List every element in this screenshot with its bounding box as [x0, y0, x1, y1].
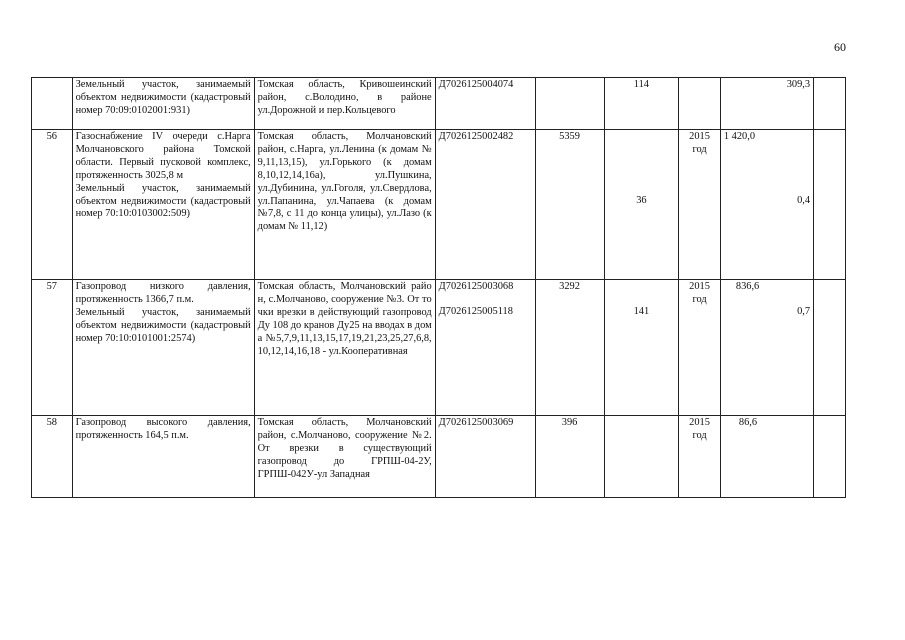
object-name: Земельный участок, занимаемый объектом недвижимости (кадастровый номер 70:09:0102001:931) — [72, 78, 254, 130]
object-name: Газоснабжение IV очереди с.Нарга Молчановского района Томской области. Первый пусковой комплекс, протяженность 3025,8 м — [75, 131, 251, 181]
object-name-cell — [72, 130, 254, 280]
area-value: 3292 — [535, 280, 604, 416]
page-number: 60 — [834, 40, 846, 54]
length-value — [604, 416, 679, 498]
table-row — [32, 280, 846, 416]
length-value: 114 — [604, 78, 679, 130]
land-cost-value: 0,4 — [797, 194, 811, 206]
row-number — [32, 78, 73, 130]
area-value — [535, 78, 604, 130]
land-cost-value: 0,7 — [797, 305, 811, 317]
table-row — [32, 78, 846, 130]
cost-value: 1 420,0 — [723, 131, 756, 142]
row-number: 57 — [32, 280, 73, 416]
row-number: 58 — [32, 416, 73, 498]
land-cost-value: 309,3 — [720, 78, 813, 130]
empty-cell — [814, 416, 846, 498]
row-number: 56 — [32, 130, 73, 280]
object-address: Томская область, Молчановский район, с.Нарга, ул.Ленина (к домам № 9,11,13,15), ул.Горького (к домам 8,10,12,14,16а), ул.Пушкина, ул.Дубинина, ул.Гоголя, ул.Свердлова, ул.Папанина, ул.Чапаева (к домам №7,8, с 11 до конца улицы), ул.Лазо (к домам № 11,12) — [254, 130, 435, 280]
length-value: 36 — [636, 195, 647, 206]
object-name: Газопровод низкого давления, протяженность 1366,7 п.м. — [75, 281, 251, 305]
land-plot-name: Земельный участок, занимаемый объектом недвижимости (кадастровый номер 70:10:0101001:2574) — [75, 306, 251, 344]
empty-cell — [814, 130, 846, 280]
object-name: Газопровод высокого давления, протяженность 164,5 п.м. — [72, 416, 254, 498]
cadastral-number: Д7026125004074 — [435, 78, 535, 130]
year-value: 2015 год — [679, 130, 721, 280]
year-value — [679, 78, 721, 130]
land-cadastral-number: Д7026125005118 — [438, 305, 513, 317]
object-address: Томская область, Молчановский район, с.Молчаново, сооружение №3. От точки врезки в действующий газопровод Ду 108 до кранов Ду25 на вводах в дома №5,7,9,11,13,15,17,19,21,23,25,27,6,8,10,12,14,16,18 - ул.Кооперативная — [254, 280, 435, 416]
object-address: Томская область, Молчановский район, с.Молчаново, сооружение №2. От врезки в существующий газопровод до ГРПШ-04-2У, ГРПШ-042У-ул Западная — [254, 416, 435, 498]
cadastral-number: Д7026125003068 — [438, 281, 514, 292]
cost-value: 86,6 — [720, 416, 813, 498]
length-cell — [604, 130, 679, 280]
empty-cell — [814, 78, 846, 130]
cost-cell — [720, 280, 813, 416]
object-name-cell — [72, 280, 254, 416]
length-value: 141 — [633, 306, 650, 317]
area-value: 396 — [535, 416, 604, 498]
cadastral-number: Д7026125003069 — [435, 416, 535, 498]
length-cell — [604, 280, 679, 416]
cost-value: 836,6 — [735, 281, 760, 292]
year-value: 2015 год — [679, 280, 721, 416]
cadastral-cell — [435, 280, 535, 416]
table-row — [32, 416, 846, 498]
land-plot-name: Земельный участок, занимаемый объектом недвижимости (кадастровый номер 70:10:0103002:509) — [75, 182, 251, 220]
table-row — [32, 130, 846, 280]
cadastral-number: Д7026125002482 — [435, 130, 535, 280]
year-value: 2015 год — [679, 416, 721, 498]
empty-cell — [814, 280, 846, 416]
object-address: Томская область, Кривошеинский район, с.Володино, в районе ул.Дорожной и пер.Кольцевого — [254, 78, 435, 130]
cost-cell — [720, 130, 813, 280]
property-registry-table — [31, 77, 846, 498]
area-value: 5359 — [535, 130, 604, 280]
